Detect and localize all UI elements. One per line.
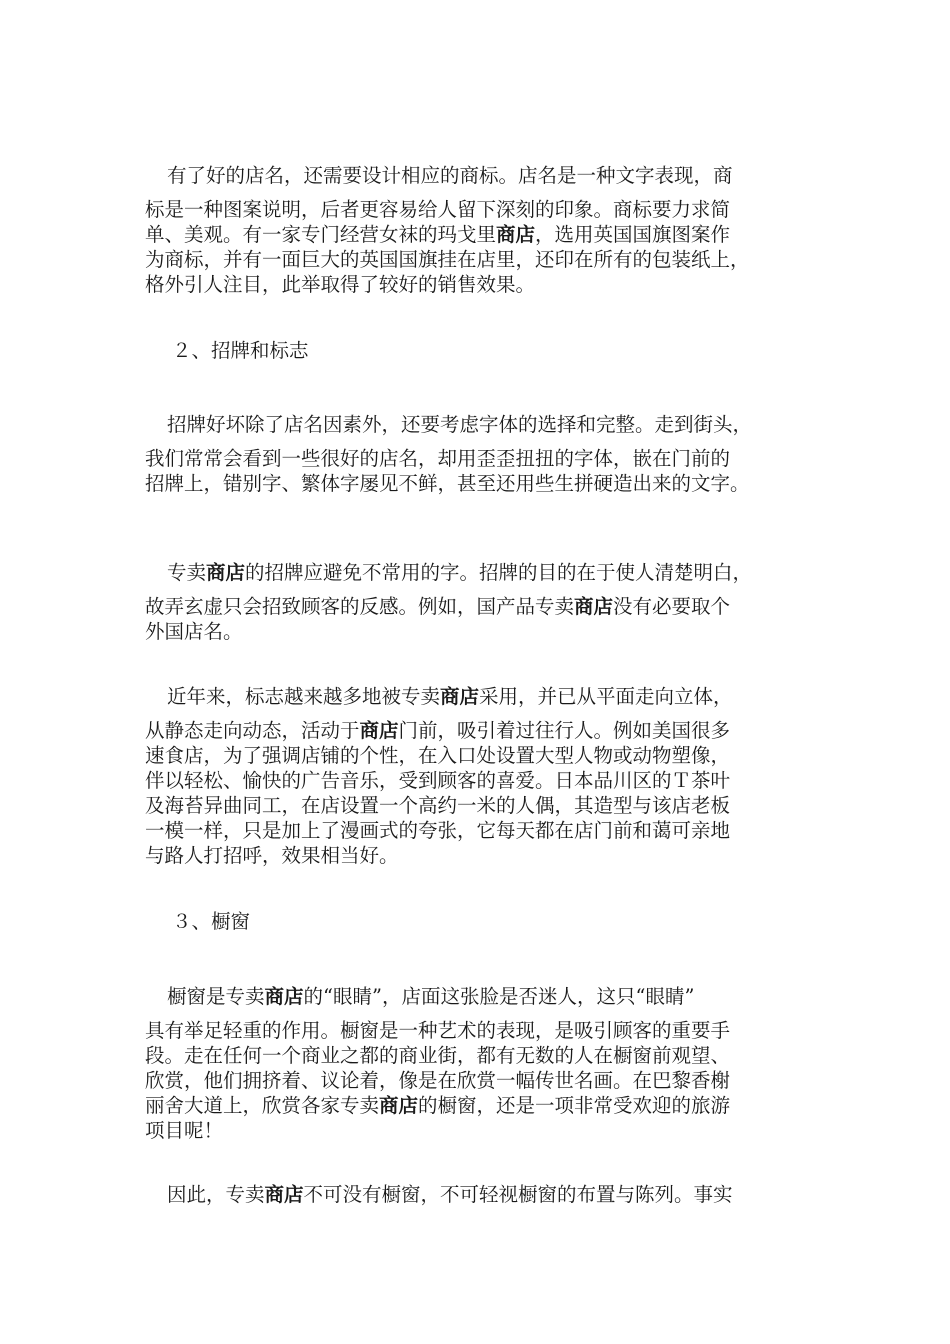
text-line: 从静态走向动态，活动于商店门前，吸引着过往行人。例如美国很多 — [145, 719, 731, 742]
keyword-shop: 商店 — [496, 223, 536, 246]
keyword-shop: 商店 — [440, 685, 480, 708]
section-heading-signboard: ２、招牌和标志 — [172, 339, 309, 362]
text-line: 有了好的店名，还需要设计相应的商标。店名是一种文字表现，商 — [167, 164, 733, 187]
text-line: 速食店，为了强调店铺的个性，在入口处设置大型人物或动物塑像， — [145, 744, 731, 767]
text-line: 及海苔异曲同工，在店设置一个高约一米的人偶，其造型与该店老板 — [145, 794, 731, 817]
text-line: 故弄玄虚只会招致顾客的反感。例如，国产品专卖商店没有必要取个 — [145, 595, 731, 618]
paragraph-window-display — [145, 1182, 805, 1207]
text-line: 外国店名。 — [145, 620, 243, 643]
text-line: 一模一样，只是加上了漫画式的夸张，它每天都在店门前和蔼可亲地 — [145, 819, 731, 842]
text-line: 丽舍大道上，欣赏各家专卖商店的橱窗，还是一项非常受欢迎的旅游 — [145, 1094, 731, 1117]
keyword-shop: 商店 — [574, 595, 614, 618]
text-line: 因此，专卖商店不可没有橱窗，不可轻视橱窗的布置与陈列。事实 — [167, 1183, 733, 1206]
paragraph-logo — [145, 684, 805, 868]
paragraph-window — [145, 984, 805, 1143]
text-line: 伴以轻松、愉快的广告音乐，受到顾客的喜爱。日本品川区的Ｔ茶叶 — [145, 769, 731, 792]
section-heading-window: ３、橱窗 — [172, 910, 251, 933]
paragraph-trademark — [145, 163, 805, 297]
keyword-shop: 商店 — [379, 1094, 419, 1117]
paragraph-signboard — [145, 412, 805, 496]
text-line: 格外引人注目，此举取得了较好的销售效果。 — [145, 273, 536, 296]
text-line: 近年来，标志越来越多地被专卖商店采用，并已从平面走向立体， — [167, 685, 733, 708]
text-line: 单、美观。有一家专门经营女袜的玛戈里商店，选用英国国旗图案作 — [145, 223, 731, 246]
text-line: 招牌上，错别字、繁体字屡见不鲜，甚至还用些生拼硬造出来的文字。 — [145, 472, 750, 495]
text-line: 项目呢！ — [145, 1119, 224, 1142]
text-line: 为商标，并有一面巨大的英国国旗挂在店里，还印在所有的包装纸上， — [145, 248, 750, 271]
text-line: 标是一种图案说明，后者更容易给人留下深刻的印象。商标要力求简 — [145, 198, 731, 221]
text-line: 橱窗是专卖商店的“眼睛”，店面这张脸是否迷人，这只“眼睛” — [167, 985, 695, 1008]
keyword-shop: 商店 — [264, 1183, 304, 1206]
paragraph-signboard-words — [145, 560, 805, 644]
keyword-shop: 商店 — [264, 985, 304, 1008]
text-line: 欣赏，他们拥挤着、议论着，像是在欣赏一幅传世名画。在巴黎香榭 — [145, 1069, 731, 1092]
keyword-shop: 商店 — [359, 719, 399, 742]
text-line: 我们常常会看到一些很好的店名，却用歪歪扭扭的字体，嵌在门前的 — [145, 447, 731, 470]
keyword-shop: 商店 — [206, 561, 246, 584]
text-line: 段。走在任何一个商业之都的商业街，都有无数的人在橱窗前观望、 — [145, 1044, 731, 1067]
text-line: 专卖商店的招牌应避免不常用的字。招牌的目的在于使人清楚明白， — [167, 561, 753, 584]
text-line: 与路人打招呼，效果相当好。 — [145, 844, 399, 867]
text-line: 招牌好坏除了店名因素外，还要考虑字体的选择和完整。走到街头， — [167, 413, 753, 436]
text-line: 具有举足轻重的作用。橱窗是一种艺术的表现，是吸引顾客的重要手 — [145, 1019, 731, 1042]
